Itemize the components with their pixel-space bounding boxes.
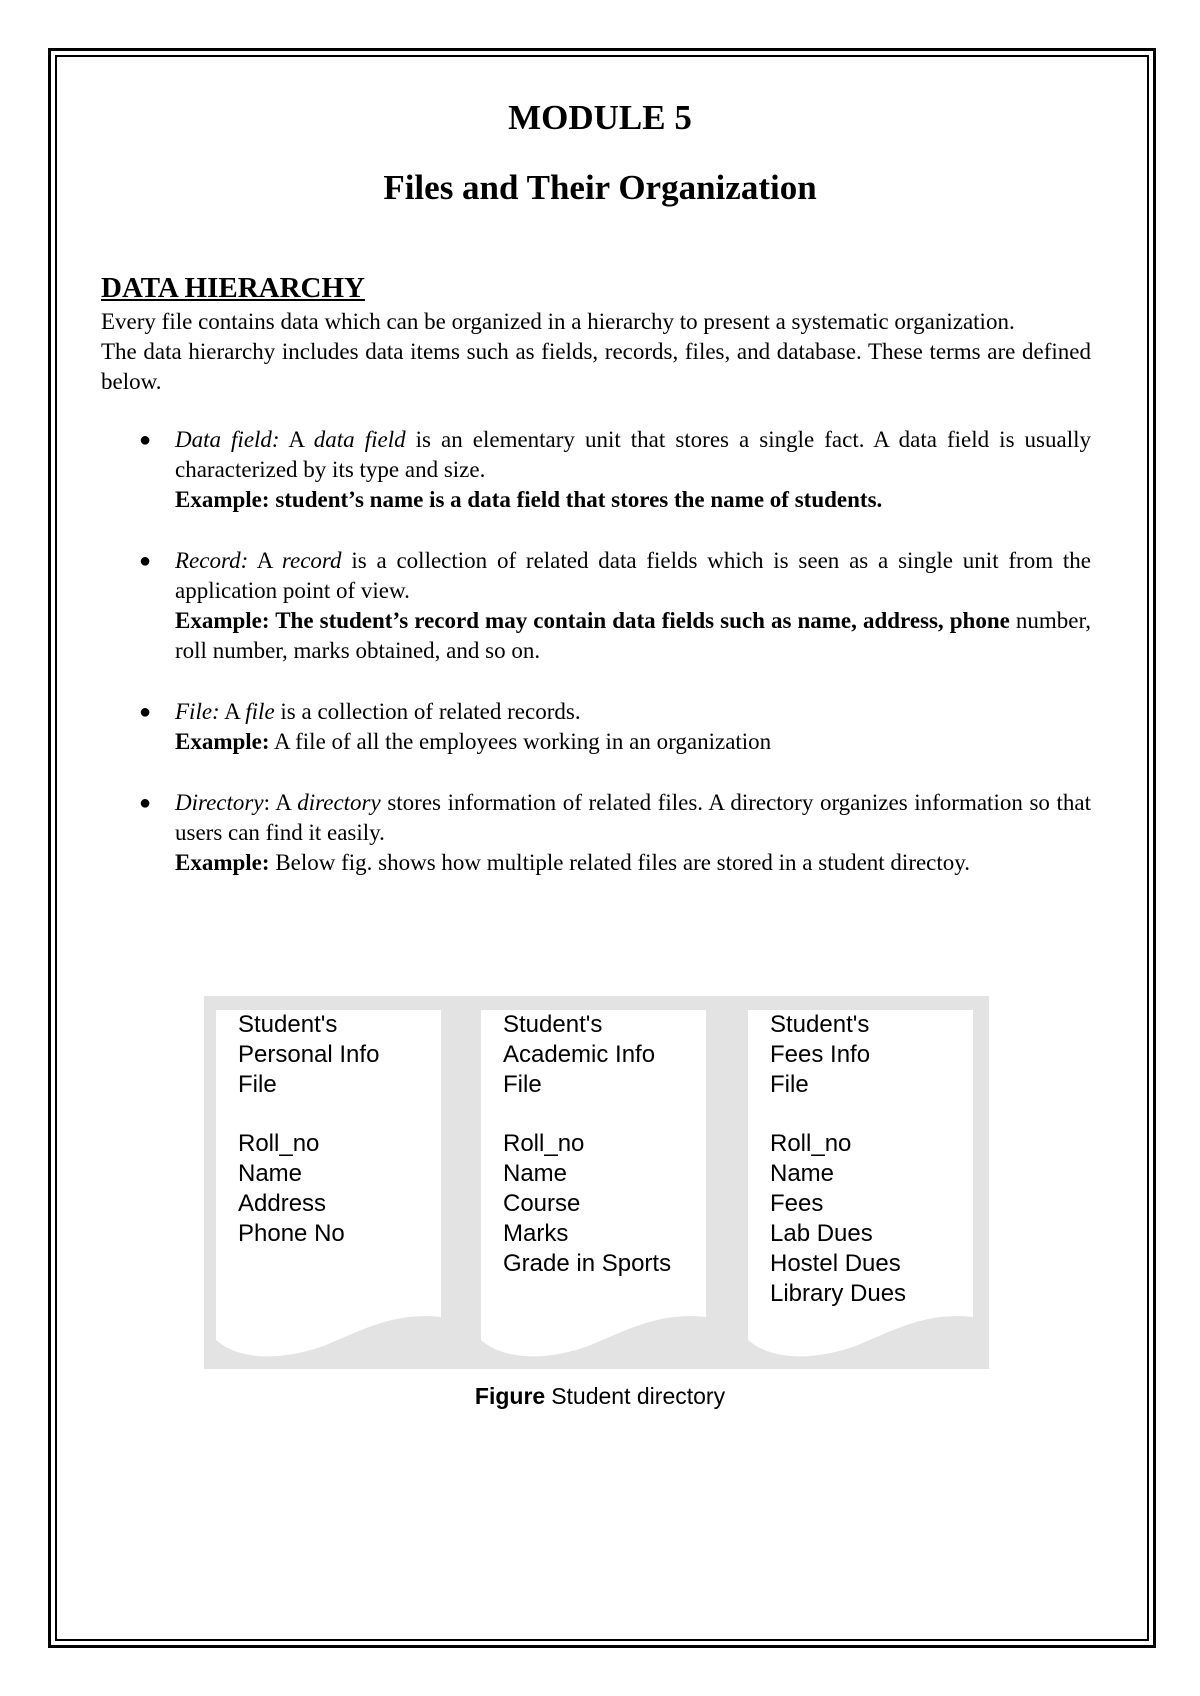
field-name: Grade in Sports	[503, 1250, 672, 1277]
file-title-line: Personal Info	[238, 1041, 380, 1068]
section-heading: DATA HIERARCHY	[101, 272, 365, 304]
field-name: Course	[503, 1190, 581, 1217]
list-item	[101, 425, 1091, 515]
text: is a collection of related data fields which is seen as a single unit from the application point of view.	[175, 548, 1091, 604]
example-text-bold: The student’s record may contain data fields such as name, address, phone	[269, 608, 1010, 634]
example	[175, 485, 1091, 515]
list-item	[101, 697, 1091, 757]
term: Record:	[175, 548, 249, 574]
list-item	[101, 546, 1091, 666]
field-name: Address	[238, 1190, 327, 1217]
term: File:	[175, 699, 220, 725]
text: stores information of related files. A directory organizes information so that users can find it easily.	[175, 790, 1091, 846]
field-name: Fees	[770, 1190, 824, 1217]
field-name: Name	[770, 1160, 835, 1187]
paragraph: Every file contains data which can be organized in a hierarchy to present a systematic organization.	[101, 309, 1015, 335]
definition	[175, 788, 1091, 848]
field-name: Lab Dues	[770, 1220, 873, 1247]
file-card-personal	[216, 1010, 441, 1358]
figure-caption	[0, 1383, 1200, 1410]
term-inline: record	[281, 548, 342, 574]
module-title: MODULE 5	[508, 98, 692, 137]
caption-label: Figure	[474, 1383, 546, 1409]
example-text: number, roll number, marks obtained, and so on.	[175, 608, 1091, 664]
field-name: Marks	[503, 1220, 569, 1247]
term-inline: data field	[313, 427, 406, 453]
term-inline: directory	[297, 790, 381, 816]
text: : A	[263, 790, 298, 816]
field-name: Name	[503, 1160, 568, 1187]
file-title-line: Student's	[503, 1011, 603, 1038]
page-title: Files and Their Organization	[383, 168, 817, 207]
file-title-line: Student's	[238, 1011, 338, 1038]
list-item	[101, 788, 1091, 878]
example-label: Example:	[175, 487, 270, 513]
example-text: student’s name is a data field that stores the name of students.	[269, 487, 883, 513]
file-card-academic	[481, 1010, 706, 1358]
file-title-line: File	[770, 1071, 809, 1098]
caption-text: Student directory	[551, 1383, 726, 1409]
term: Data field:	[175, 427, 280, 453]
file-card-fees	[748, 1010, 973, 1358]
bullet-icon: ●	[139, 429, 152, 452]
example	[175, 848, 1091, 878]
example	[175, 606, 1091, 666]
text: A	[279, 427, 314, 453]
field-name: Phone No	[238, 1220, 345, 1247]
text: A	[219, 699, 246, 725]
content	[101, 272, 1091, 909]
definition	[175, 697, 1091, 727]
file-title-line: File	[238, 1071, 277, 1098]
text: is a collection of related records.	[274, 699, 581, 725]
field-name: Roll_no	[770, 1130, 852, 1157]
term-inline: file	[245, 699, 275, 725]
file-title-line: Academic Info	[503, 1041, 656, 1068]
text: A	[248, 548, 282, 574]
file-title-line: Fees Info	[770, 1041, 871, 1068]
example-label: Example:	[175, 850, 270, 876]
bullet-icon: ●	[139, 550, 152, 573]
field-name: Library Dues	[770, 1280, 907, 1307]
field-name: Name	[238, 1160, 303, 1187]
bullet-icon: ●	[139, 701, 152, 724]
example-label: Example:	[175, 608, 270, 634]
example-text: Below fig. shows how multiple related files are stored in a student directoy.	[269, 850, 971, 876]
definition-list	[101, 425, 1091, 878]
example-text: A file of all the employees working in an organization	[269, 729, 772, 755]
bullet-icon: ●	[139, 792, 152, 815]
file-title-line: Student's	[770, 1011, 870, 1038]
definition	[175, 546, 1091, 606]
paragraph: The data hierarchy includes data items such as fields, records, files, and database. These terms are defined below.	[101, 339, 1091, 395]
example-label: Example:	[175, 729, 270, 755]
term: Directory	[175, 790, 264, 816]
file-title-line: File	[503, 1071, 542, 1098]
field-name: Hostel Dues	[770, 1250, 901, 1277]
definition	[175, 425, 1091, 485]
field-name: Roll_no	[238, 1130, 320, 1157]
student-directory-figure	[204, 996, 989, 1369]
example	[175, 727, 1091, 757]
field-name: Roll_no	[503, 1130, 585, 1157]
text: is an elementary unit that stores a single fact. A data field is usually characterized by its type and size.	[175, 427, 1091, 483]
